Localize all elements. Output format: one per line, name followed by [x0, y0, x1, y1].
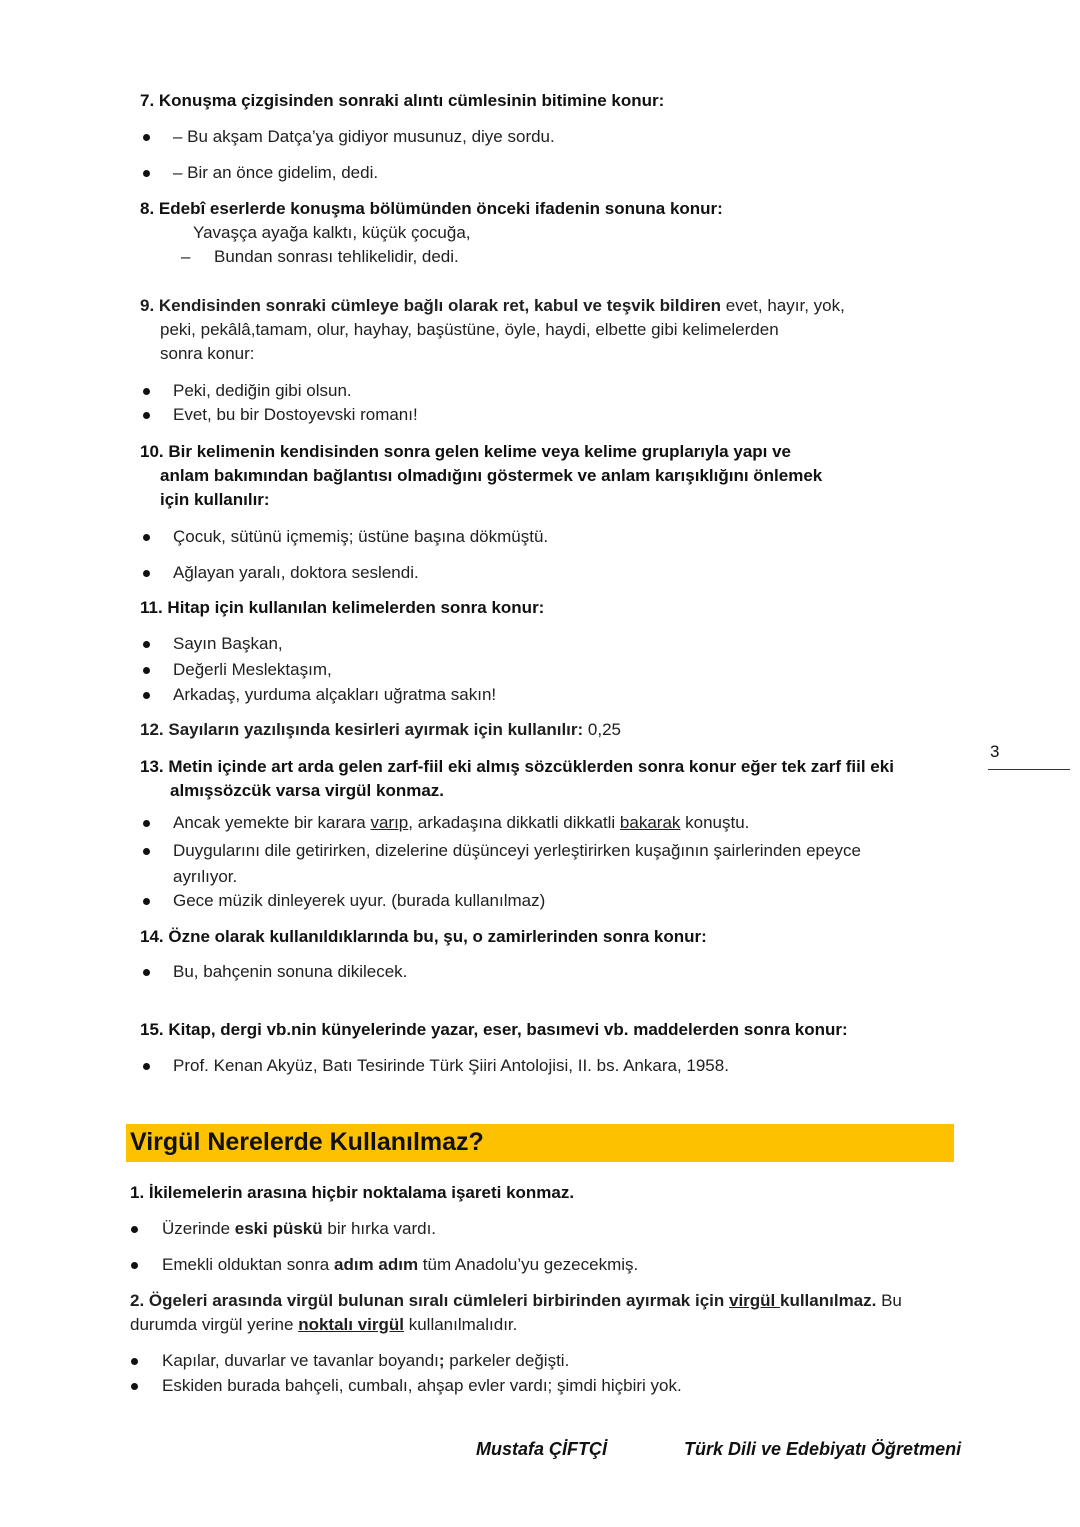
footer-author: Mustafa ÇİFTÇİ	[476, 1439, 608, 1459]
text-run: Ancak yemekte bir karara	[173, 813, 371, 832]
page-number-rule	[988, 769, 1070, 770]
dash-mark: –	[181, 247, 191, 266]
rule-14-heading: 14. Özne olarak kullanıldıklarında bu, şu, o zamirlerinden sonra konur:	[140, 927, 707, 946]
bullet-icon	[131, 1226, 138, 1233]
list-item: Peki, dediğin gibi olsun.	[173, 381, 352, 400]
rule-12-heading-bold: 12. Sayıların yazılışında kesirleri ayırmak için kullanılır:	[140, 720, 584, 739]
rule-9-heading	[140, 294, 845, 318]
list-item: Gece müzik dinleyerek uyur. (burada kullanılmaz)	[173, 891, 546, 910]
list-item: – Bu akşam Datça’ya gidiyor musunuz, diye sordu.	[173, 127, 555, 146]
page-number: 3	[990, 742, 1000, 761]
text-run: durumda virgül yerine	[130, 1315, 299, 1334]
underlined-word: bakarak	[619, 813, 681, 832]
bullet-icon	[143, 388, 150, 395]
text-run: konuştu.	[680, 813, 750, 832]
text-run: Üzerinde	[162, 1219, 235, 1238]
no-comma-rule-2-heading	[130, 1289, 902, 1313]
text-run: parkeler değişti.	[444, 1351, 570, 1370]
rule-15-heading: 15. Kitap, dergi vb.nin künyelerinde yazar, eser, basımevi vb. maddelerden sonra konur:	[140, 1020, 848, 1039]
rule-9-heading-line: peki, pekâlâ,tamam, olur, hayhay, başüstüne, öyle, haydi, elbette gibi kelimelerden	[160, 320, 779, 339]
bullet-icon	[143, 1063, 150, 1070]
footer-role: Türk Dili ve Edebiyatı Öğretmeni	[684, 1439, 962, 1459]
list-item: Ağlayan yaralı, doktora seslendi.	[173, 563, 419, 582]
bold-phrase: adım adım	[333, 1255, 419, 1274]
list-item: – Bir an önce gidelim, dedi.	[173, 163, 379, 182]
rule-10-heading-line: için kullanılır:	[160, 490, 270, 509]
list-item: Eskiden burada bahçeli, cumbalı, ahşap evler vardı; şimdi hiçbiri yok.	[162, 1376, 682, 1395]
rule-10-heading-line: anlam bakımından bağlantısı olmadığını göstermek ve anlam karışıklığını önlemek	[160, 466, 823, 485]
rule-9-heading-bold: 9. Kendisinden sonraki cümleye bağlı olarak ret, kabul ve teşvik bildiren	[140, 296, 722, 315]
bullet-icon	[143, 667, 150, 674]
text-run: kullanılmalıdır.	[404, 1315, 518, 1334]
list-item: Arkadaş, yurduma alçakları uğratma sakın!	[173, 685, 497, 704]
bullet-icon	[143, 820, 150, 827]
rule-12-value: 0,25	[583, 720, 621, 739]
rule-13-heading: 13. Metin içinde art arda gelen zarf-fiil eki almış sözcüklerden sonra konur eğer tek zarf fiil eki	[140, 757, 894, 776]
bullet-icon	[143, 898, 150, 905]
rule-7-heading: 7. Konuşma çizgisinden sonraki alıntı cümlesinin bitimine konur:	[140, 91, 665, 110]
text-run: 2. Ögeleri arasında virgül bulunan sıralı cümleleri birbirinden ayırmak için	[130, 1291, 729, 1310]
text-run: tüm Anadolu’yu gezecekmiş.	[418, 1255, 639, 1274]
list-item: Duygularını dile getirirken, dizelerine düşünceyi yerleştirirken kuşağının şairlerinden epeyce	[173, 841, 861, 860]
text-run: Bu	[876, 1291, 902, 1310]
text-run: kullanılmaz.	[780, 1291, 877, 1310]
no-comma-rule-1-heading: 1. İkilemelerin arasına hiçbir noktalama işareti konmaz.	[130, 1183, 575, 1202]
text-run: Kapılar, duvarlar ve tavanlar boyandı	[162, 1351, 439, 1370]
list-item-continuation: ayrılıyor.	[173, 867, 238, 886]
section-title: Virgül Nerelerde Kullanılmaz?	[130, 1128, 484, 1156]
list-item	[162, 1217, 436, 1241]
bullet-icon	[131, 1358, 138, 1365]
bullet-icon	[143, 170, 150, 177]
underlined-word: virgül	[728, 1291, 780, 1310]
rule-11-heading: 11. Hitap için kullanılan kelimelerden sonra konur:	[140, 598, 545, 617]
bullet-icon	[143, 969, 150, 976]
list-item: Sayın Başkan,	[173, 634, 283, 653]
list-item: Değerli Meslektaşım,	[173, 660, 332, 679]
bullet-icon	[143, 134, 150, 141]
list-item	[162, 1253, 638, 1277]
bullet-icon	[143, 692, 150, 699]
example-line: Bundan sonrası tehlikelidir, dedi.	[214, 247, 459, 266]
rule-9-heading-line: sonra konur:	[160, 344, 255, 363]
bullet-icon	[143, 848, 150, 855]
list-item	[173, 811, 749, 835]
text-run: bir hırka vardı.	[322, 1219, 437, 1238]
list-item: Bu, bahçenin sonuna dikilecek.	[173, 962, 408, 981]
list-item: Evet, bu bir Dostoyevski romanı!	[173, 405, 418, 424]
bullet-icon	[143, 412, 150, 419]
rule-8-heading: 8. Edebî eserlerde konuşma bölümünden önceki ifadenin sonuna konur:	[140, 199, 723, 218]
bullet-icon	[143, 641, 150, 648]
bullet-icon	[131, 1262, 138, 1269]
list-item: Prof. Kenan Akyüz, Batı Tesirinde Türk Şiiri Antolojisi, II. bs. Ankara, 1958.	[173, 1056, 729, 1075]
underlined-word: varıp	[370, 813, 409, 832]
rule-13-heading-line: almışsözcük varsa virgül konmaz.	[170, 781, 445, 800]
bullet-icon	[143, 534, 150, 541]
text-run: , arkadaşına dikkatli dikkatli	[408, 813, 620, 832]
rule-10-heading: 10. Bir kelimenin kendisinden sonra gelen kelime veya kelime gruplarıyla yapı ve	[140, 442, 792, 461]
rule-9-heading-words: evet, hayır, yok,	[721, 296, 845, 315]
bold-phrase: eski püskü	[234, 1219, 323, 1238]
list-item: Çocuk, sütünü içmemiş; üstüne başına dökmüştü.	[173, 527, 549, 546]
example-line: Yavaşça ayağa kalktı, küçük çocuğa,	[193, 223, 471, 242]
section-header	[126, 1124, 954, 1162]
bullet-icon	[143, 570, 150, 577]
no-comma-rule-2-heading-line	[130, 1313, 517, 1337]
rule-12-heading	[140, 718, 621, 742]
bold-semicolon: ;	[438, 1351, 445, 1370]
text-run: Emekli olduktan sonra	[162, 1255, 334, 1274]
underlined-word: noktalı virgül	[298, 1315, 404, 1334]
list-item	[162, 1349, 569, 1373]
bullet-icon	[131, 1383, 138, 1390]
